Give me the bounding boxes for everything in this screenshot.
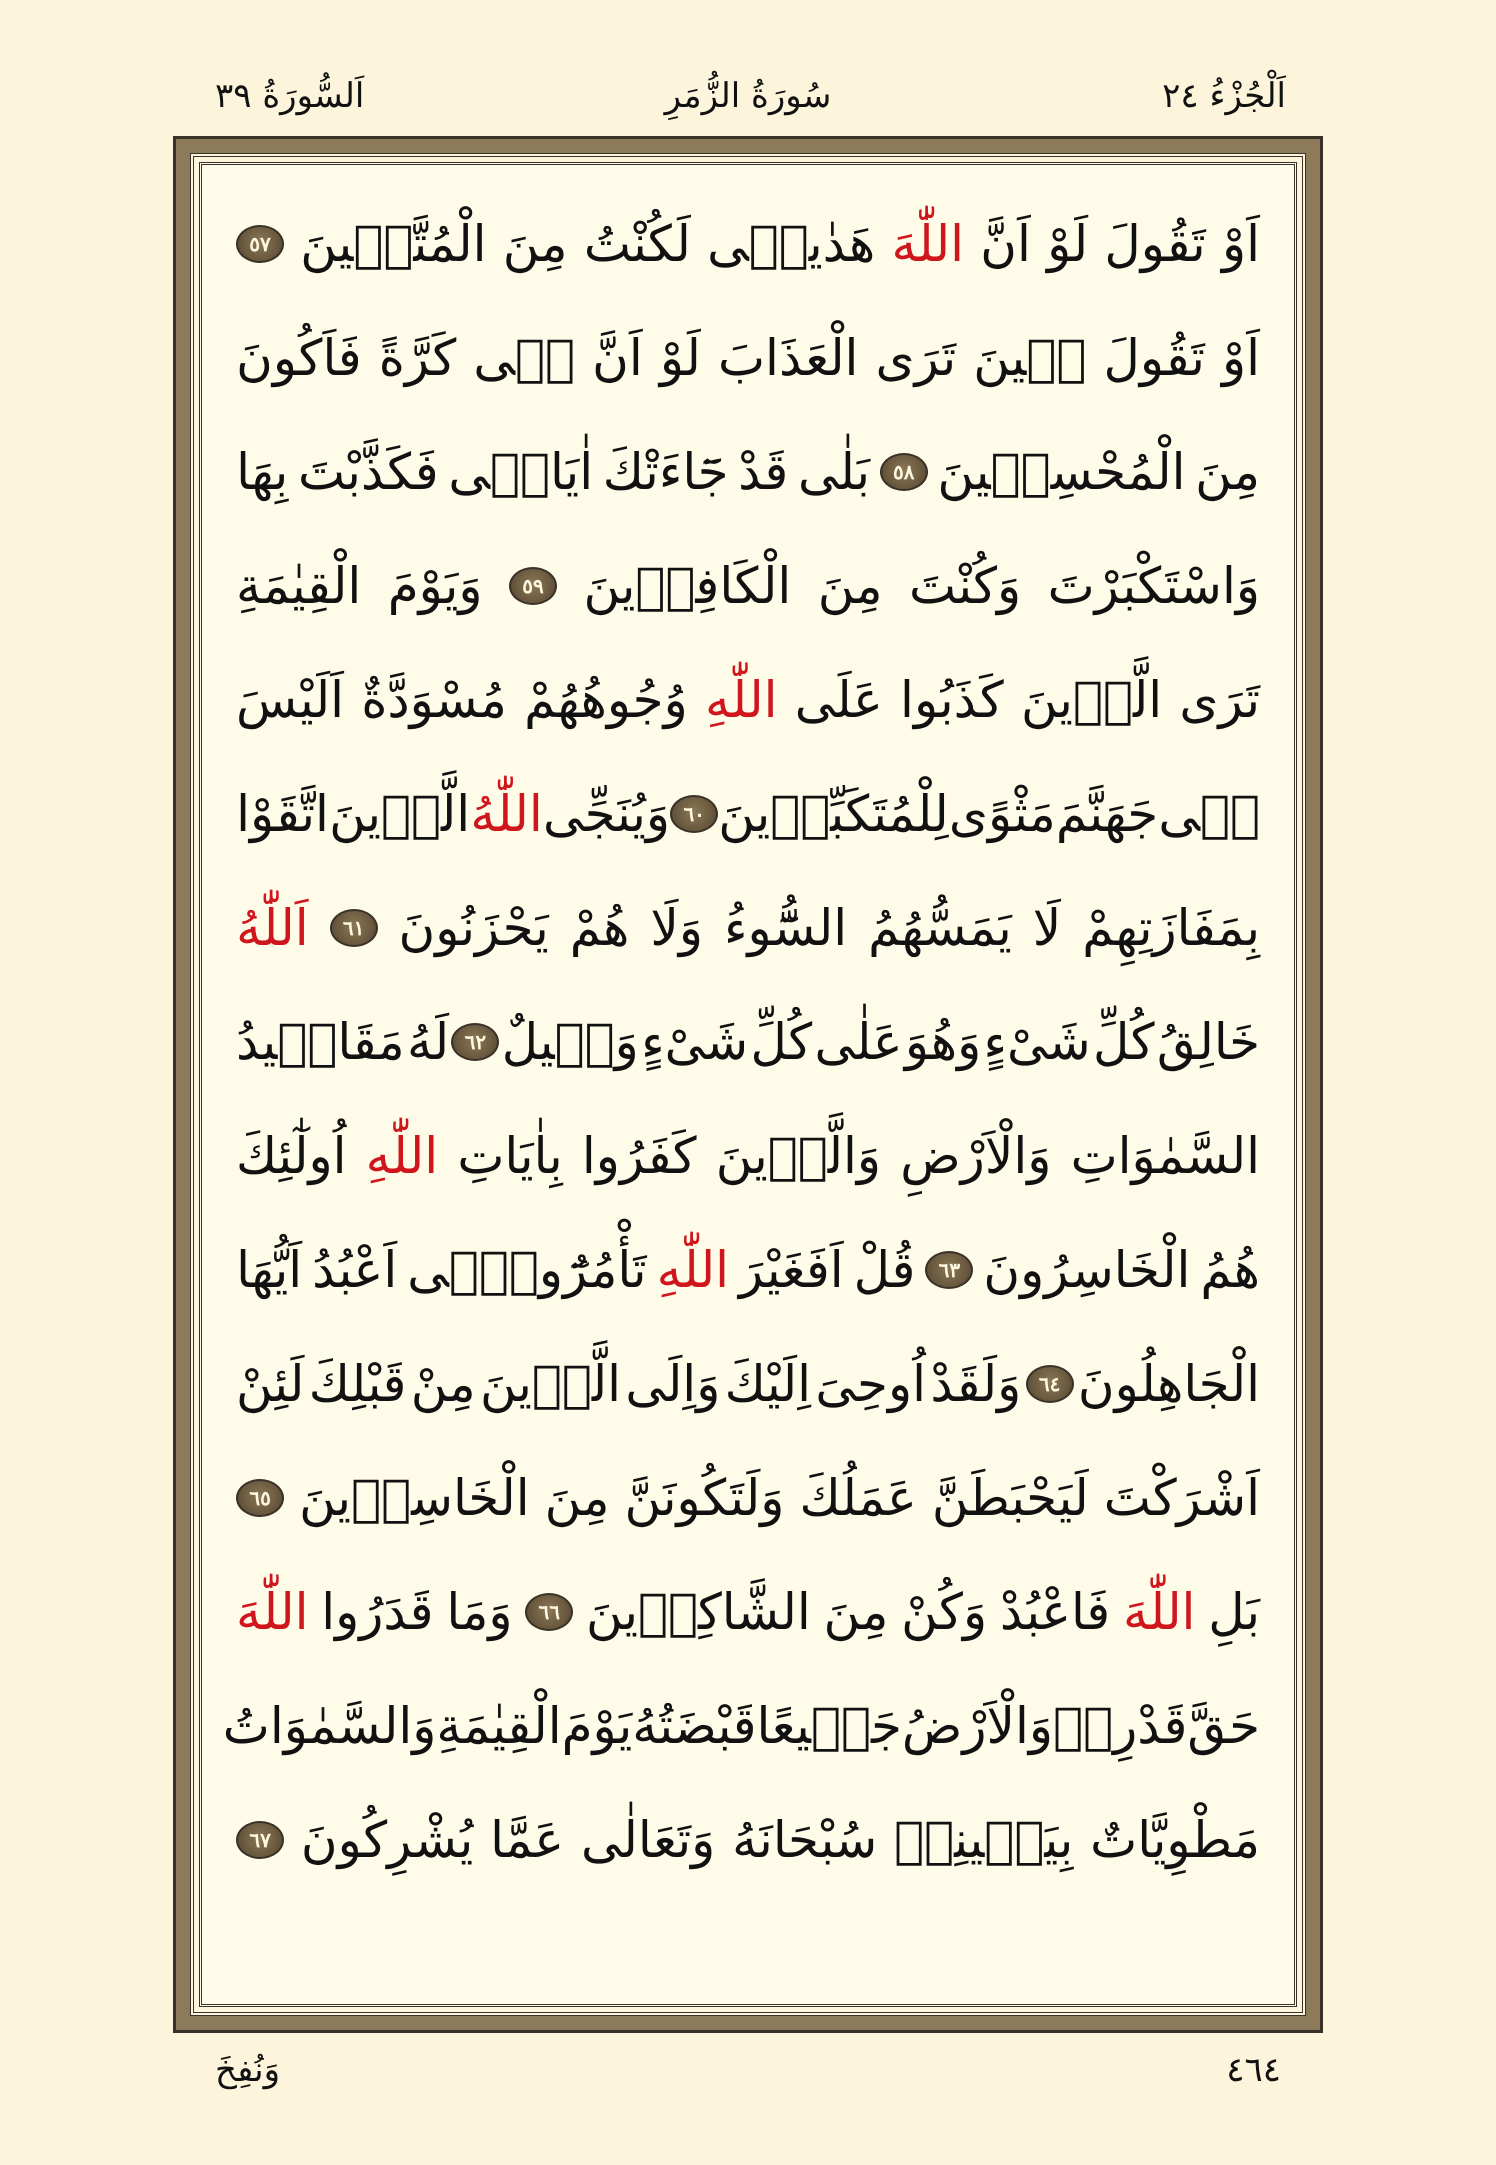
word: جَٓاءَتْكَ [602, 443, 729, 501]
word: وَالَّذٖينَ [715, 1127, 882, 1185]
text-line [236, 1555, 1260, 1669]
word: اٰيَاتٖى [448, 443, 594, 501]
word: وَلَا [650, 899, 704, 957]
word: يَوْمَ [561, 1697, 633, 1755]
text-line [236, 415, 1260, 529]
word: قَدَرُوا [321, 1583, 434, 1641]
word: مُسْوَدَّةٌ [361, 671, 507, 729]
word: وُجُوهُهُمْ [524, 671, 688, 729]
word: الْخَاسِرُونَ [983, 1241, 1191, 1299]
word: هُمْ [569, 899, 630, 957]
divine-name-word: اللّٰهِ [656, 1241, 730, 1299]
ayah-end-marker: ٥٩ [509, 567, 557, 605]
word: فَاَكُونَ [236, 329, 362, 387]
word: الْقِيٰمَةِ [436, 1697, 562, 1755]
word: اَعْبُدُ [312, 1241, 398, 1299]
divine-name-word: اَللّٰهُ [236, 899, 309, 957]
word: وَكُنْ [901, 1583, 988, 1641]
word: بِيَمٖينِهٖ [894, 1811, 1074, 1869]
word: الَّذٖينَ [1020, 671, 1163, 729]
word: عَمَلُكَ [799, 1469, 917, 1527]
word: فٖى [1158, 785, 1260, 843]
word: لَيَحْبَطَنَّ [931, 1469, 1089, 1527]
divine-name-word: اللّٰهِ [365, 1127, 439, 1185]
word: وَمَا [446, 1583, 513, 1641]
word: اَوْ [1221, 329, 1260, 387]
word: الشَّاكِرٖينَ [586, 1583, 811, 1641]
word: عَمَّا [490, 1811, 565, 1869]
word: مَثْوًى [948, 785, 1056, 843]
catchword: وَنُفِخَ [215, 2050, 281, 2090]
word: اِلَيْكَ [724, 1355, 812, 1413]
word: لَكُنْتُ [583, 215, 691, 273]
word: بِمَفَازَتِهِمْ [1082, 899, 1260, 957]
word: الْقِيٰمَةِ [236, 557, 362, 615]
word: وَالْاَرْضِ [900, 1127, 1052, 1185]
divine-name-word: اللّٰهَ [891, 215, 964, 273]
word: كُلِّ [750, 1013, 813, 1071]
word: مِنَ [1195, 443, 1260, 501]
ayah-end-marker: ٦٦ [525, 1593, 573, 1631]
ayah-end-marker: ٦٥ [236, 1479, 284, 1517]
word: وَاسْتَكْبَرْتَ [1047, 557, 1260, 615]
word: اَشْرَكْتَ [1103, 1469, 1260, 1527]
word: اَفَغَيْرَ [739, 1241, 844, 1299]
ayah-end-marker: ٦٤ [1026, 1365, 1074, 1403]
ayah-end-marker: ٦٢ [451, 1023, 499, 1061]
word: لَئِنْ [236, 1355, 305, 1413]
word: فَكَذَّبْتَ [297, 443, 439, 501]
word: لٖى [473, 329, 576, 387]
word: مِنَ [544, 1469, 610, 1527]
word: عَلٰى [814, 1013, 903, 1071]
word: خَالِقُ [1156, 1013, 1260, 1071]
ayah-end-marker: ٦٧ [236, 1821, 284, 1859]
word: قَدْرِهٖ [1053, 1697, 1188, 1755]
word: حَقَّ [1187, 1697, 1260, 1755]
word: هَدٰينٖى [707, 215, 876, 273]
quran-text-area [199, 162, 1297, 2007]
word: الْعَذَابَ [717, 329, 859, 387]
text-line [236, 1327, 1260, 1441]
word: بِاٰيَاتِ [457, 1127, 563, 1185]
surah-number-label: اَلسُّورَةُ ٣٩ [215, 76, 365, 116]
word: مَطْوِيَّاتٌ [1090, 1811, 1260, 1869]
word: شَیْءٍ [641, 1013, 749, 1071]
word: لَوْ [659, 329, 701, 387]
word: مِنْ [410, 1355, 476, 1413]
word: مِنَ [502, 215, 568, 273]
word: وَاِلَى [625, 1355, 721, 1413]
text-line [236, 1213, 1260, 1327]
word: مِنَ [817, 557, 883, 615]
word: قُلْ [853, 1241, 916, 1299]
word: تَرَى [1179, 671, 1260, 729]
word: كَفَرُوا [581, 1127, 697, 1185]
word: بِهَا [236, 443, 289, 501]
word: تَقُولَ [1103, 329, 1205, 387]
word: فَاعْبُدْ [999, 1583, 1111, 1641]
ayah-end-marker: ٦١ [330, 909, 378, 947]
text-line [236, 1099, 1260, 1213]
word: وَكُنْتَ [909, 557, 1022, 615]
ayah-end-marker: ٥٨ [880, 453, 928, 491]
word: بَلٰى [797, 443, 871, 501]
ayah-end-marker: ٦٣ [925, 1251, 973, 1289]
word: السَّمٰوَاتِ [1070, 1127, 1260, 1185]
word: الَّذٖينَ [479, 1355, 622, 1413]
word: قَبْلِكَ [308, 1355, 407, 1413]
word: وَيَوْمَ [387, 557, 483, 615]
word: اَنَّ [980, 215, 1031, 273]
page-footer [0, 2040, 1496, 2100]
word: اُولٰٓئِكَ [236, 1127, 347, 1185]
text-line [236, 871, 1260, 985]
word: جَهَنَّمَ [1055, 785, 1159, 843]
word: تَرَى [875, 329, 957, 387]
page-border-inner [190, 153, 1306, 2016]
word: يُشْرِكُونَ [300, 1811, 474, 1869]
text-line [236, 757, 1260, 871]
word: اَنَّ [592, 329, 643, 387]
word: مِنَ [823, 1583, 889, 1641]
word: وَهُوَ [904, 1013, 982, 1071]
word: كَرَّةً [378, 329, 457, 387]
text-line [222, 1669, 1260, 1783]
word: يَمَسُّهُمُ [868, 899, 1012, 957]
word: كَذَبُوا [900, 671, 1004, 729]
word: لَوْ [1047, 215, 1089, 273]
word: لَا [1032, 899, 1062, 957]
word: تَأْمُرُٓونّٖى [407, 1241, 647, 1299]
word: اَوْ [1221, 215, 1260, 273]
word: الْمُحْسِنٖينَ [937, 443, 1186, 501]
text-line [236, 985, 1260, 1099]
word: لَهُ [407, 1013, 450, 1071]
word: وَالْاَرْضُ [901, 1697, 1054, 1755]
word: اتَّقَوْا [236, 785, 329, 843]
divine-name-word: اللّٰهُ [470, 785, 543, 843]
word: قَدْ [738, 443, 789, 501]
word: جَمٖيعًا [756, 1697, 902, 1755]
word: وَالسَّمٰوَاتُ [222, 1697, 437, 1755]
page-number: ٤٦٤ [1226, 2050, 1281, 2090]
word: عَلَى [794, 671, 883, 729]
word: هُمُ [1200, 1241, 1260, 1299]
page-header [0, 66, 1496, 126]
word: الْكَافِرٖينَ [583, 557, 792, 615]
surah-title: سُورَةُ الزُّمَرِ [664, 76, 832, 116]
text-line [236, 301, 1260, 415]
word: وَلَتَكُونَنَّ [624, 1469, 785, 1527]
word: تَقُولَ [1104, 215, 1206, 273]
divine-name-word: اللّٰهِ [704, 671, 778, 729]
word: وَكٖيلٌ [501, 1013, 639, 1071]
word: الْخَاسِرٖينَ [299, 1469, 530, 1527]
word: الْجَاهِلُونَ [1077, 1355, 1260, 1413]
word: حٖينَ [973, 329, 1087, 387]
text-line [236, 1783, 1260, 1897]
word: الْمُتَّقٖينَ [300, 215, 487, 273]
word: بَلِ [1208, 1583, 1260, 1641]
divine-name-word: اللّٰهَ [1122, 1583, 1196, 1641]
text-line [236, 529, 1260, 643]
page-border [173, 136, 1323, 2033]
divine-name-word: اللّٰهَ [236, 1583, 309, 1641]
word: الَّذٖينَ [329, 785, 471, 843]
word: وَلَقَدْ [930, 1355, 1022, 1413]
ayah-end-marker: ٥٧ [236, 225, 284, 263]
word: يَحْزَنُونَ [398, 899, 549, 957]
word: وَتَعَالٰى [580, 1811, 716, 1869]
ayah-end-marker: ٦٠ [670, 795, 718, 833]
word: قَبْضَتُهُ [632, 1697, 757, 1755]
text-line [236, 1441, 1260, 1555]
word: السُّٓوءُ [724, 899, 848, 957]
juz-label: اَلْجُزْءُ ٢٤ [1162, 76, 1286, 116]
word: مَقَالٖيدُ [236, 1013, 405, 1071]
text-line [236, 643, 1260, 757]
word: اُوحِىَ [815, 1355, 926, 1413]
word: وَيُنَجِّى [542, 785, 671, 843]
word: كُلِّ [1092, 1013, 1155, 1071]
word: لِلْمُتَكَبِّرٖينَ [718, 785, 949, 843]
word: شَیْءٍ [983, 1013, 1091, 1071]
text-line [236, 187, 1260, 301]
word: اَلَيْسَ [236, 671, 344, 729]
word: اَيُّهَا [236, 1241, 303, 1299]
word: سُبْحَانَهُ [732, 1811, 878, 1869]
